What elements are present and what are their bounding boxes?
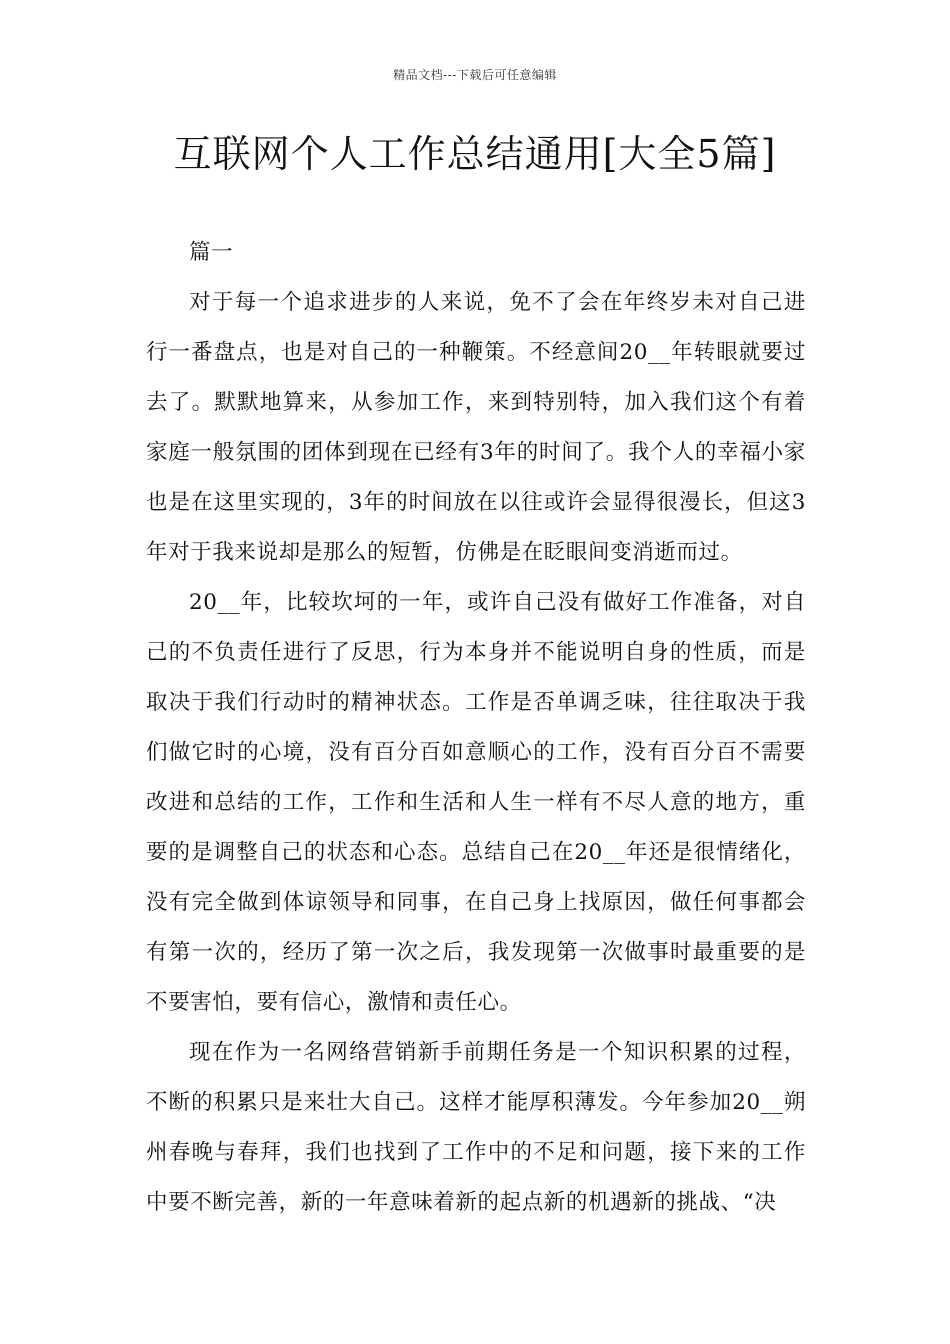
paragraph-2: 20__年，比较坎坷的一年，或许自己没有做好工作准备，对自己的不负责任进行了反思，行为本身并不能说明自身的性质，而是取决于我们行动时的精神状态。工作是否单调乏味，往往取决于我们做它时的心境，没有百分百如意顺心的工作，没有百分百不需要改进和总结的工作，工作和生活和人生一样有不尽人意的地方，重要的是调整自己的状态和心态。总结自己在20__年还是很情绪化，没有完全做到体谅领导和同事，在自己身上找原因，做任何事都会有第一次的，经历了第一次之后，我发现第一次做事时最重要的是不要害怕，要有信心，激情和责任心。 (146, 590, 806, 1015)
document-title: 互联网个人工作总结通用[大全5篇] (173, 132, 777, 176)
header-note: 精品文档---下载后可任意编辑 (393, 68, 557, 82)
paragraph-3: 现在作为一名网络营销新手前期任务是一个知识积累的过程，不断的积累只是来壮大自己。这样才能厚积薄发。今年参加20__朔州春晚与春拜，我们也找到了工作中的不足和问题，接下来的工作中要不断完善，新的一年意味着新的起点新的机遇新的挑战、“决 (146, 1040, 806, 1215)
section-heading: 篇一 (189, 240, 234, 265)
paragraph-1: 对于每一个追求进步的人来说，免不了会在年终岁未对自己进行一番盘点，也是对自己的一种鞭策。不经意间20__年转眼就要过去了。默默地算来，从参加工作，来到特别特，加入我们这个有着家庭一般氛围的团体到现在已经有3年的时间了。我个人的幸福小家也是在这里实现的，3年的时间放在以往或许会显得很漫长，但这3年对于我来说却是那么的短暂，仿佛是在眨眼间变消逝而过。 (146, 290, 806, 565)
document-body (146, 228, 806, 1228)
